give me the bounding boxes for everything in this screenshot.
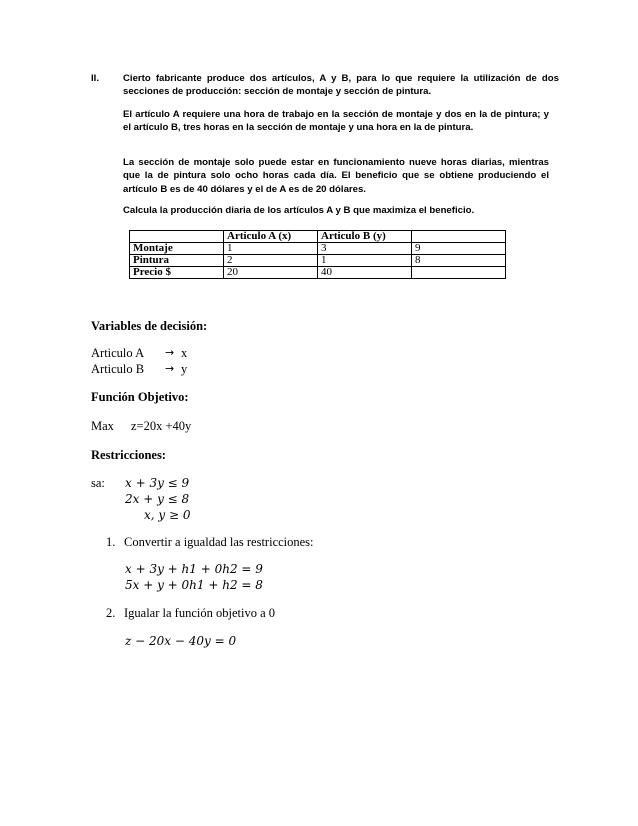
decision-label-b: Articulo B xyxy=(91,362,145,376)
production-table xyxy=(129,230,506,279)
step-1-equation-2: 5x + y + 0h1 + h2 = 8 xyxy=(125,578,263,592)
table-cell: Pintura xyxy=(130,255,224,267)
problem-task: Calcula la producción diaria de los artículos A y B que maximiza el beneficio. xyxy=(123,205,475,216)
table-row xyxy=(130,243,506,255)
decision-var-a: x xyxy=(181,346,188,360)
table-row xyxy=(130,267,506,279)
objective-prefix: Max xyxy=(91,419,114,433)
table-cell: 3 xyxy=(318,243,412,255)
objective-heading: Función Objetivo: xyxy=(91,390,189,404)
step-1-equation-1: x + 3y + h1 + 0h2 = 9 xyxy=(125,562,263,576)
step-2-number: 2. xyxy=(106,606,116,620)
step-1-text: Convertir a igualdad las restricciones: xyxy=(124,535,314,549)
problem-number: II. xyxy=(91,73,99,84)
problem-paragraph-2: La sección de montaje solo puede estar en funcionamiento nueve horas diarias, mientras que la de pintura solo ocho horas cada día. El beneficio que se obtiene produciendo el artículo B es de 40 dólares y el de A es de 20 dólares. xyxy=(123,157,549,195)
arrow-right-icon: → xyxy=(165,362,175,375)
restrictions-heading: Restricciones: xyxy=(91,448,166,462)
table-cell: 40 xyxy=(318,267,412,279)
table-header-cell xyxy=(412,231,506,243)
objective-expression: z=20x +40y xyxy=(131,419,192,433)
table-header-row xyxy=(130,231,506,243)
table-cell xyxy=(412,267,506,279)
table-header-cell: Articulo A (x) xyxy=(224,231,318,243)
problem-intro: Cierto fabricante produce dos artículos, A y B, para lo que requiere la utilización de dos secciones de producción: sección de montaje y sección de pintura. xyxy=(123,73,559,98)
arrow-right-icon: → xyxy=(165,346,175,359)
step-1-number: 1. xyxy=(106,535,116,549)
table-header-cell xyxy=(130,231,224,243)
problem-paragraph-1: El artículo A requiere una hora de trabajo en la sección de montaje y dos en la de pintura; y el artículo B, tres horas en la sección de montaje y una hora en la de pintura. xyxy=(123,109,549,134)
restrictions-prefix: sa: xyxy=(91,476,105,490)
decision-heading: Variables de decisión: xyxy=(91,319,208,333)
table-cell: Montaje xyxy=(130,243,224,255)
table-cell: 1 xyxy=(318,255,412,267)
decision-label-a: Articulo A xyxy=(91,346,145,360)
table-cell: 2 xyxy=(224,255,318,267)
restriction-3: x, y ≥ 0 xyxy=(144,508,191,522)
table-cell: Precio $ xyxy=(130,267,224,279)
table-cell: 8 xyxy=(412,255,506,267)
table-row xyxy=(130,255,506,267)
table-cell: 20 xyxy=(224,267,318,279)
table-header-cell: Articulo B (y) xyxy=(318,231,412,243)
step-2-text: Igualar la función objetivo a 0 xyxy=(124,606,275,620)
restriction-2: 2x + y ≤ 8 xyxy=(125,492,190,506)
decision-var-b: y xyxy=(181,362,188,376)
table-cell: 1 xyxy=(224,243,318,255)
restriction-1: x + 3y ≤ 9 xyxy=(125,476,190,490)
step-2-equation-1: z − 20x − 40y = 0 xyxy=(125,634,237,648)
table-cell: 9 xyxy=(412,243,506,255)
